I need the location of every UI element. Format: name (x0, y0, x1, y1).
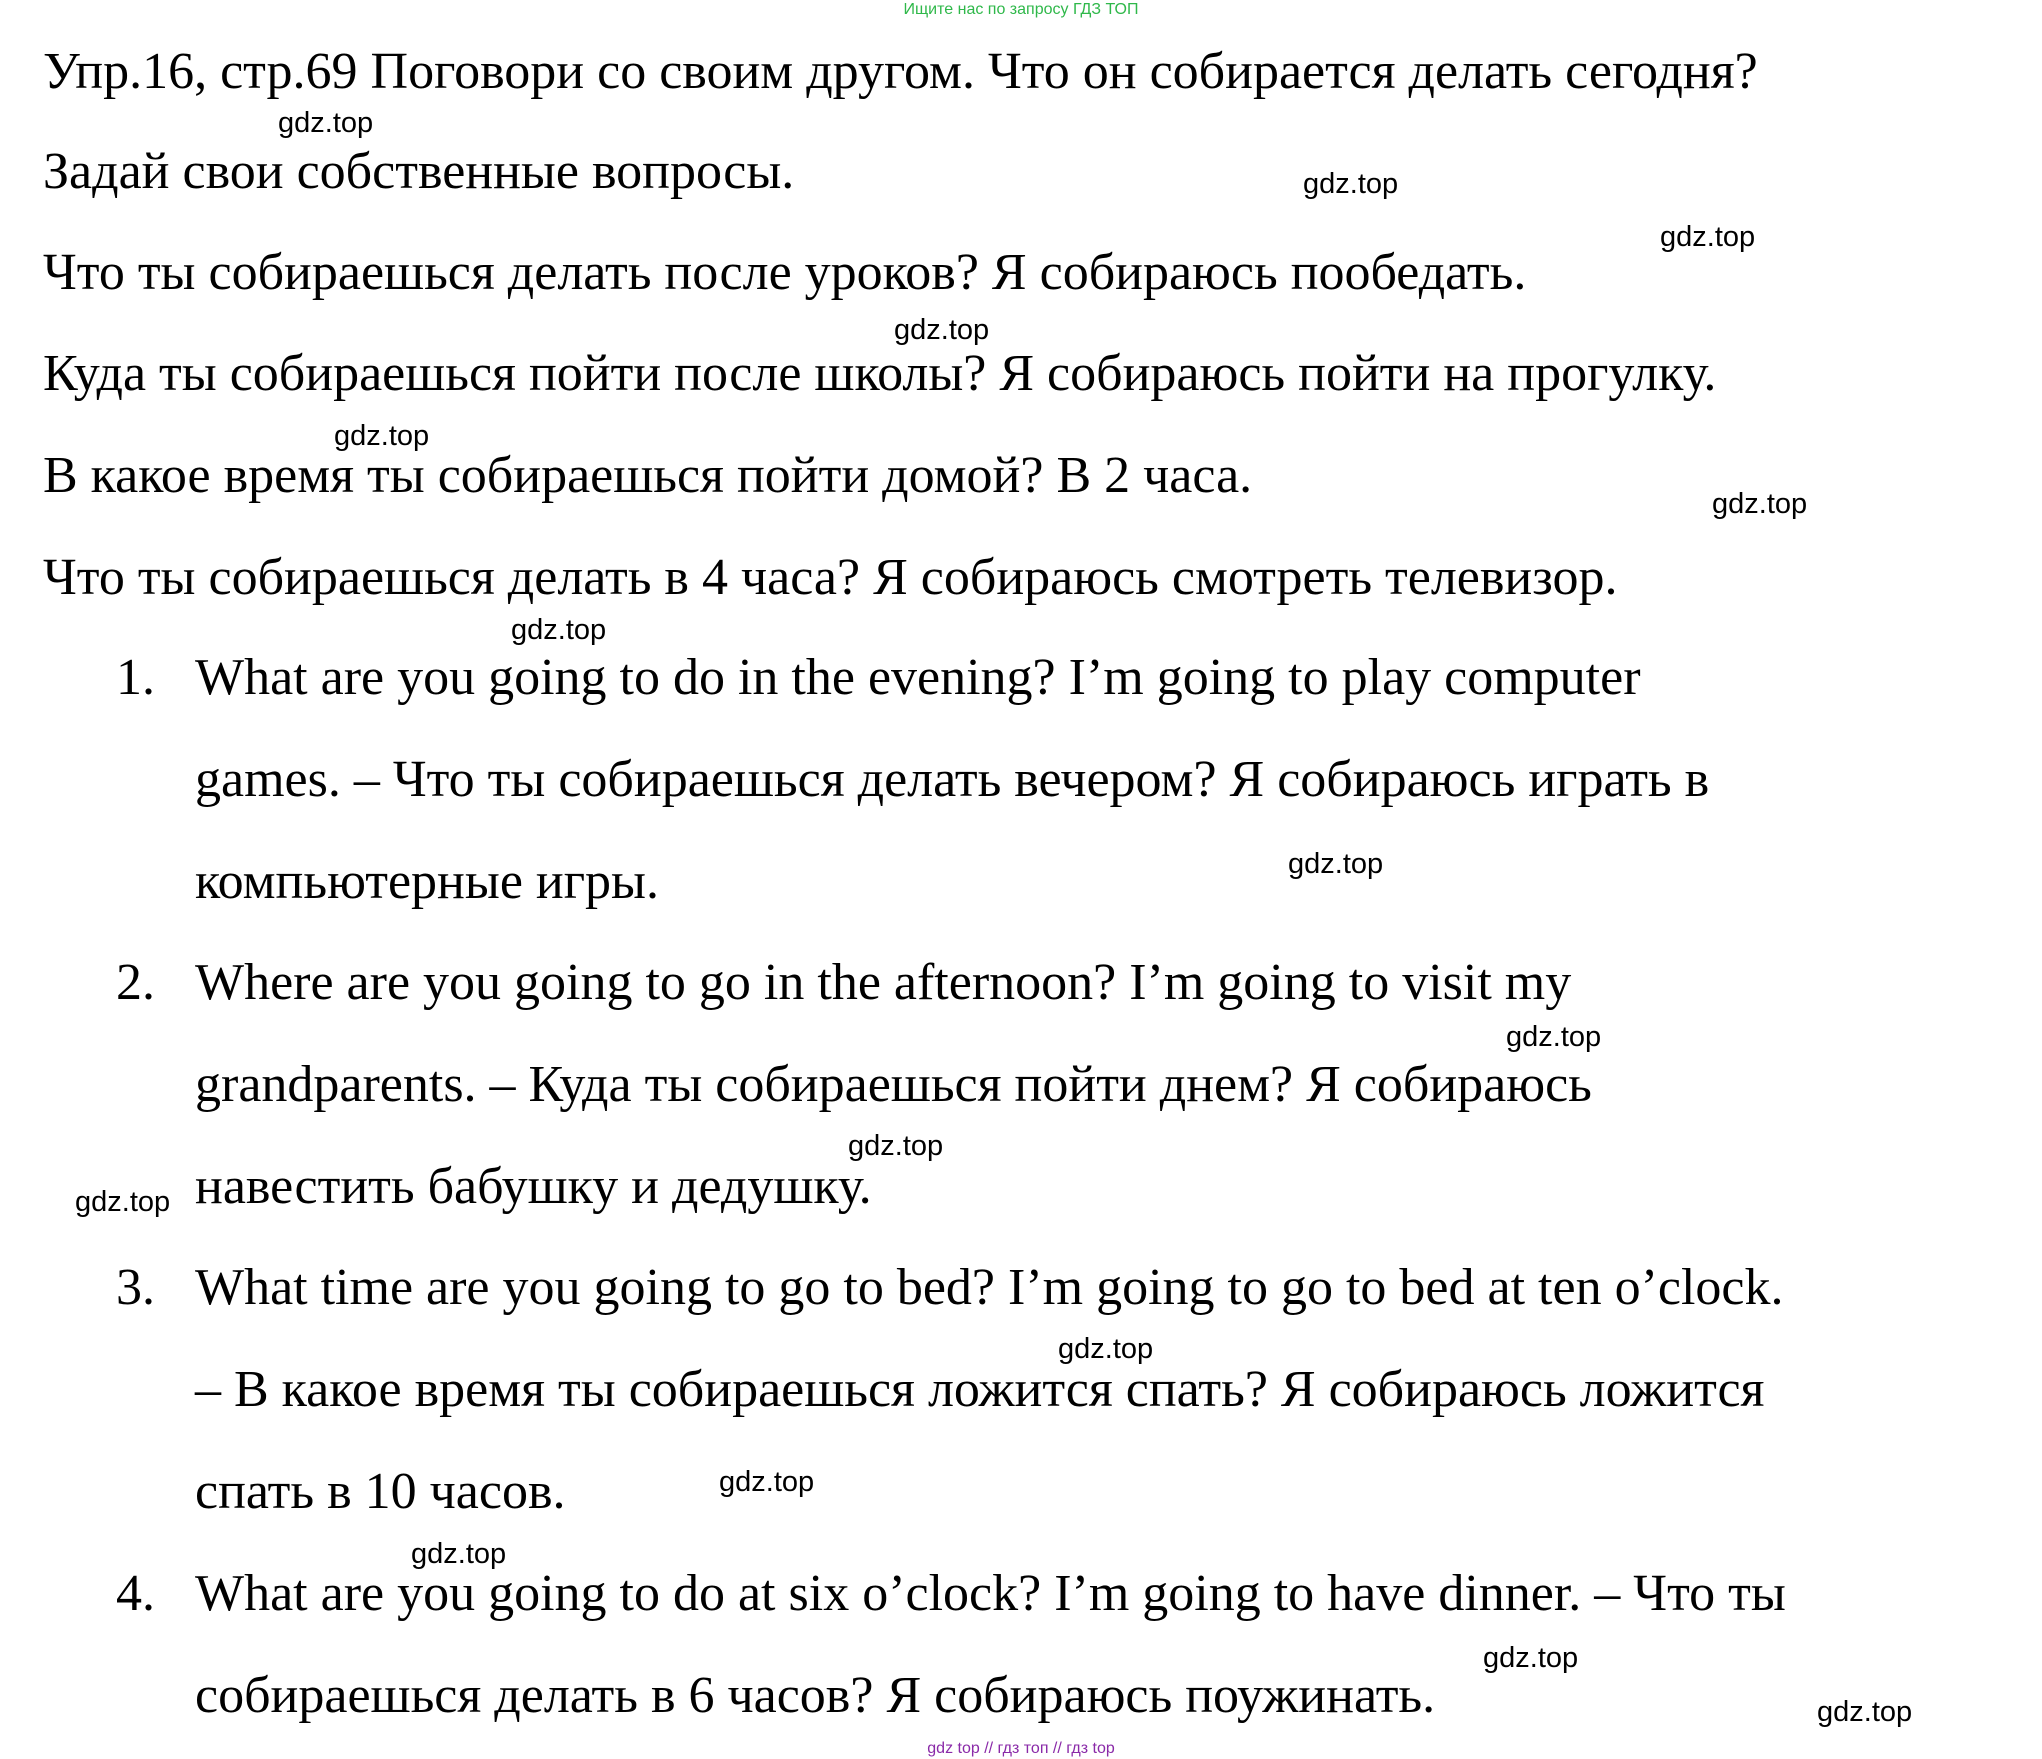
list-item-line: grandparents. – Куда ты собираешься пойти днем? Я собираюсь (195, 1056, 1592, 1113)
watermark: gdz.top (334, 420, 430, 452)
watermark: gdz.top (1660, 221, 1756, 253)
top-banner: Ищите нас по запросу ГДЗ ТОП (903, 1, 1139, 18)
list-item-number: 3. (116, 1259, 155, 1316)
list-item-line: Where are you going to go in the afternoon? I’m going to visit my (195, 954, 1572, 1011)
watermark: gdz.top (1288, 848, 1384, 880)
list-item-line: What time are you going to go to bed? I’m going to go to bed at ten o’clock. (195, 1259, 1784, 1316)
exercise-instruction: Задай свои собственные вопросы. (43, 143, 795, 200)
watermark: gdz.top (1483, 1642, 1579, 1674)
intro-line-6: Что ты собираешься делать в 4 часа? Я собираюсь смотреть телевизор. (43, 549, 1618, 606)
watermark: gdz.top (511, 614, 607, 646)
list-item-line: What are you going to do at six o’clock? I’m going to have dinner. – Что ты (195, 1565, 1786, 1622)
list-item-line: – В какое время ты собираешься ложится спать? Я собираюсь ложится (195, 1361, 1765, 1418)
list-item-line: What are you going to do in the evening? I’m going to play computer (195, 649, 1641, 706)
intro-line-3: Что ты собираешься делать после уроков? Я собираюсь пообедать. (43, 244, 1527, 301)
watermark: gdz.top (1506, 1021, 1602, 1053)
footer-watermark: gdz top // гдз топ // гдз top (927, 1740, 1115, 1757)
watermark: gdz.top (1058, 1333, 1154, 1365)
watermark: gdz.top (894, 314, 990, 346)
watermark: gdz.top (278, 107, 374, 139)
watermark: gdz.top (411, 1538, 507, 1570)
watermark: gdz.top (719, 1466, 815, 1498)
exercise-title: Упр.16, стр.69 Поговори со своим другом. Что он собирается делать сегодня? (43, 43, 1758, 100)
list-item-number: 2. (116, 954, 155, 1011)
list-item-line: games. – Что ты собираешься делать вечером? Я собираюсь играть в (195, 751, 1710, 808)
intro-line-4: Куда ты собираешься пойти после школы? Я собираюсь пойти на прогулку. (43, 345, 1717, 402)
list-item-line: компьютерные игры. (195, 853, 659, 910)
list-item-line: навестить бабушку и дедушку. (195, 1158, 872, 1215)
watermark: gdz.top (75, 1186, 171, 1218)
watermark: gdz.top (848, 1130, 944, 1162)
list-item-number: 1. (116, 649, 155, 706)
watermark: gdz.top (1303, 168, 1399, 200)
list-item-line: спать в 10 часов. (195, 1463, 566, 1520)
watermark: gdz.top (1817, 1696, 1913, 1728)
watermark: gdz.top (1712, 488, 1808, 520)
intro-line-5: В какое время ты собираешься пойти домой? В 2 часа. (43, 447, 1253, 504)
list-item-line: собираешься делать в 6 часов? Я собираюсь поужинать. (195, 1667, 1436, 1724)
list-item-number: 4. (116, 1565, 155, 1622)
